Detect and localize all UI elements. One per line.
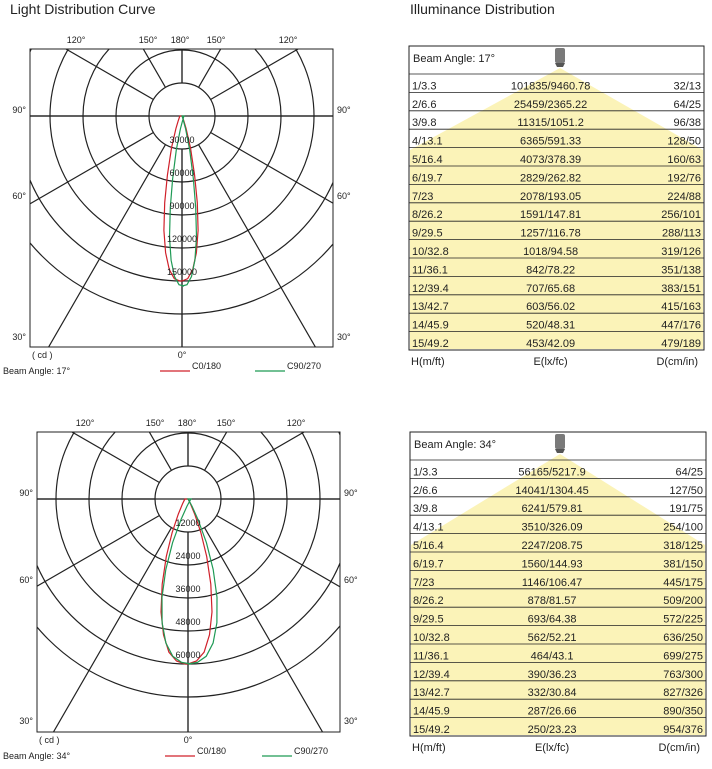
cell-diameter: 254/100 <box>663 521 703 534</box>
angle-label-top: 180° <box>177 418 197 428</box>
cell-height: 12/39.4 <box>412 282 449 295</box>
cell-diameter: 479/189 <box>661 338 701 350</box>
ring-label: 60000 <box>175 650 201 660</box>
angle-label-top: 150° <box>206 35 226 45</box>
cell-illuminance: 287/26.66 <box>527 705 577 718</box>
cell-height: 3/9.8 <box>412 117 437 130</box>
cell-height: 1/3.3 <box>412 80 437 93</box>
angle-label-top: 120° <box>75 418 95 428</box>
cell-height: 7/23 <box>412 190 434 203</box>
angle-label-left: 30° <box>12 332 26 342</box>
beam-angle-caption: Beam Angle: 34° <box>3 751 71 761</box>
footer-height: H(m/ft) <box>411 356 445 368</box>
cell-illuminance: 6241/579.81 <box>521 503 583 516</box>
cell-height: 11/36.1 <box>413 650 449 663</box>
angle-label-right: 60° <box>344 575 358 585</box>
angle-label-right: 30° <box>337 332 351 342</box>
cell-illuminance: 332/30.84 <box>527 687 577 700</box>
lamp-icon <box>555 48 565 63</box>
cell-illuminance: 2247/208.75 <box>521 540 583 552</box>
cell-illuminance: 25459/2365.22 <box>513 98 588 111</box>
cell-illuminance: 453/42.09 <box>526 338 576 350</box>
cell-diameter: 763/300 <box>663 668 703 681</box>
cell-height: 9/29.5 <box>412 227 443 240</box>
angle-label-right: 90° <box>337 105 351 115</box>
cell-height: 10/32.8 <box>413 632 450 644</box>
cell-illuminance: 2078/193.05 <box>520 190 582 203</box>
illuminance-table <box>409 46 704 368</box>
cell-height: 2/6.6 <box>413 484 438 497</box>
angle-label-left: 30° <box>19 716 33 726</box>
left-header: Light Distribution Curve <box>10 1 156 17</box>
cell-diameter: 447/176 <box>661 319 701 332</box>
cell-illuminance: 842/78.22 <box>526 264 576 277</box>
footer-diameter: D(cm/in) <box>658 742 700 754</box>
angle-label-top: 120° <box>286 418 306 428</box>
cell-illuminance: 4073/378.39 <box>520 154 582 166</box>
cell-diameter: 383/151 <box>661 282 701 295</box>
cell-illuminance: 1146/106.47 <box>521 576 583 589</box>
cell-diameter: 64/25 <box>675 466 703 479</box>
grid-spoke <box>0 528 172 769</box>
cell-height: 4/13.1 <box>413 521 444 534</box>
ring-label: 120000 <box>166 234 198 244</box>
cell-diameter: 256/101 <box>661 209 701 222</box>
cell-diameter: 191/75 <box>669 503 703 516</box>
cell-height: 15/49.2 <box>412 338 449 350</box>
cell-diameter: 381/150 <box>663 558 703 571</box>
ring-label: 90000 <box>169 201 195 211</box>
cell-diameter: 445/175 <box>663 576 703 589</box>
cell-illuminance: 6365/591.33 <box>520 135 582 148</box>
cell-diameter: 319/126 <box>661 246 701 258</box>
cell-height: 14/45.9 <box>412 319 449 332</box>
angle-label-top: 150° <box>145 418 165 428</box>
cell-height: 3/9.8 <box>413 503 438 516</box>
cell-diameter: 636/250 <box>663 632 703 644</box>
cell-illuminance: 1591/147.81 <box>520 209 582 222</box>
right-header: Illuminance Distribution <box>410 1 555 17</box>
cell-diameter: 954/376 <box>663 724 703 736</box>
cell-diameter: 127/50 <box>669 484 703 497</box>
angle-label-top: 150° <box>216 418 236 428</box>
angle-label-left: 90° <box>12 105 26 115</box>
legend-label-c90: C90/270 <box>294 746 329 756</box>
footer-illuminance: E(lx/fc) <box>534 742 570 754</box>
angle-label-top: 150° <box>138 35 158 45</box>
cell-illuminance: 390/36.23 <box>527 668 577 681</box>
cell-illuminance: 1018/94.58 <box>523 246 579 258</box>
cell-height: 5/16.4 <box>413 540 444 552</box>
cell-illuminance: 1560/144.93 <box>521 558 583 571</box>
cell-diameter: 224/88 <box>667 190 701 203</box>
angle-label-left: 60° <box>19 575 33 585</box>
cell-height: 5/16.4 <box>412 154 443 166</box>
ring-label: 60000 <box>169 168 195 178</box>
footer-height: H(m/ft) <box>412 742 446 754</box>
footer-illuminance: E(lx/fc) <box>533 356 568 368</box>
cell-diameter: 509/200 <box>663 595 703 608</box>
cell-illuminance: 2829/262.82 <box>520 172 582 185</box>
cell-illuminance: 101835/9460.78 <box>510 80 591 93</box>
ring-label: 24000 <box>175 551 201 561</box>
cell-diameter: 64/25 <box>673 98 701 111</box>
cell-height: 12/39.4 <box>413 668 450 681</box>
cell-diameter: 288/113 <box>662 227 701 240</box>
cell-diameter: 415/163 <box>661 301 701 314</box>
cell-diameter: 890/350 <box>663 705 703 718</box>
grid-spoke <box>0 145 166 631</box>
legend-label-c0: C0/180 <box>197 746 227 756</box>
cell-height: 13/42.7 <box>413 687 450 700</box>
angle-label-bottom: 0° <box>183 735 193 745</box>
cell-height: 1/3.3 <box>413 466 438 479</box>
cell-height: 13/42.7 <box>412 301 449 314</box>
cell-diameter: 32/13 <box>673 80 701 93</box>
cell-diameter: 572/225 <box>663 613 703 626</box>
cell-illuminance: 11315/1051.2 <box>517 117 584 130</box>
cell-illuminance: 250/23.23 <box>527 724 577 736</box>
cell-height: 8/26.2 <box>413 595 444 608</box>
grid-spoke <box>0 516 159 769</box>
ring-label: 36000 <box>175 584 201 594</box>
ring-label: 150000 <box>166 267 198 277</box>
angle-label-right: 30° <box>344 716 358 726</box>
ring-label: 12000 <box>175 518 201 528</box>
cell-height: 2/6.6 <box>412 98 437 111</box>
beam-angle-header: Beam Angle: 34° <box>414 439 497 451</box>
cell-height: 7/23 <box>413 576 435 589</box>
cell-illuminance: 1257/116.78 <box>520 227 581 240</box>
cell-diameter: 318/125 <box>663 540 703 552</box>
cell-height: 4/13.1 <box>412 135 443 148</box>
cell-height: 6/19.7 <box>413 558 444 571</box>
cell-diameter: 192/76 <box>667 172 701 185</box>
cell-height: 8/26.2 <box>412 209 443 222</box>
cell-illuminance: 56165/5217.9 <box>518 466 586 479</box>
lamp-icon <box>555 434 565 449</box>
cell-illuminance: 464/43.1 <box>530 650 574 663</box>
unit-label: ( cd ) <box>39 735 60 745</box>
angle-label-left: 60° <box>12 191 26 201</box>
cell-diameter: 699/275 <box>663 650 703 663</box>
footer-diameter: D(cm/in) <box>656 356 698 368</box>
legend-label-c0: C0/180 <box>192 361 222 371</box>
cell-illuminance: 562/52.21 <box>527 632 577 644</box>
unit-label: ( cd ) <box>32 350 53 360</box>
cell-diameter: 160/63 <box>667 154 701 166</box>
cell-illuminance: 14041/1304.45 <box>515 484 589 497</box>
cell-height: 15/49.2 <box>413 724 450 736</box>
grid-spoke <box>0 202 159 483</box>
cell-height: 6/19.7 <box>412 172 443 185</box>
angle-label-top: 120° <box>66 35 86 45</box>
grid-spoke <box>0 0 153 100</box>
cell-illuminance: 707/65.68 <box>526 282 576 295</box>
illuminance-table <box>410 432 706 754</box>
beam-angle-caption: Beam Angle: 17° <box>3 366 71 376</box>
cell-diameter: 351/138 <box>661 264 701 277</box>
cell-illuminance: 520/48.31 <box>526 319 576 332</box>
beam-angle-header: Beam Angle: 17° <box>413 53 496 65</box>
cell-height: 14/45.9 <box>413 705 450 718</box>
cell-diameter: 827/326 <box>663 687 703 700</box>
angle-label-right: 90° <box>344 488 358 498</box>
cell-illuminance: 603/56.02 <box>526 301 576 314</box>
ring-label: 48000 <box>175 617 201 627</box>
cell-illuminance: 693/64.38 <box>527 613 577 626</box>
cell-height: 11/36.1 <box>412 264 448 277</box>
grid-spoke <box>0 0 172 470</box>
cell-height: 10/32.8 <box>412 246 449 258</box>
angle-label-bottom: 0° <box>177 350 187 360</box>
cell-diameter: 96/38 <box>673 117 701 130</box>
cell-illuminance: 3510/326.09 <box>521 521 583 534</box>
angle-label-top: 180° <box>170 35 190 45</box>
cell-illuminance: 878/81.57 <box>527 595 577 608</box>
legend-label-c90: C90/270 <box>287 361 322 371</box>
ring-label: 30000 <box>169 135 195 145</box>
cell-diameter: 128/50 <box>667 135 701 148</box>
angle-label-right: 60° <box>337 191 351 201</box>
cell-height: 9/29.5 <box>413 613 444 626</box>
angle-label-left: 90° <box>19 488 33 498</box>
angle-label-top: 120° <box>278 35 298 45</box>
